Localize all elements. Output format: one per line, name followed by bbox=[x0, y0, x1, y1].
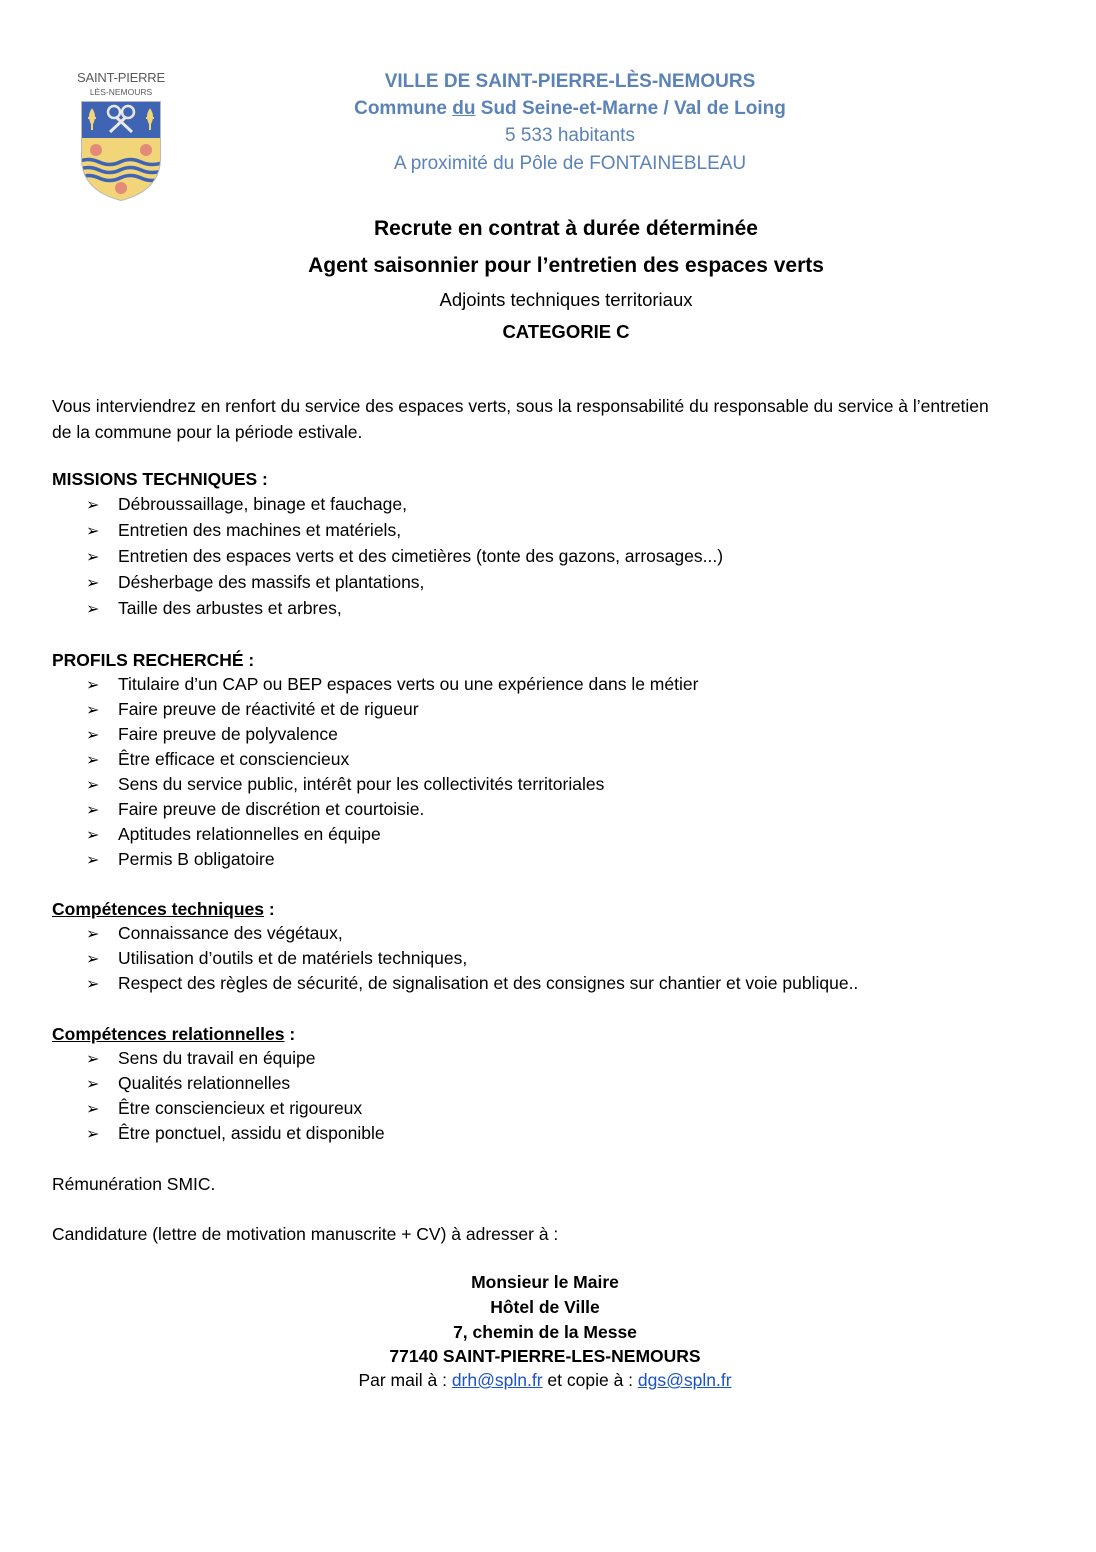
list-item: Titulaire d’un CAP ou BEP espaces verts ou une expérience dans le métier bbox=[118, 674, 699, 694]
title-grade: Adjoints techniques territoriaux bbox=[439, 289, 693, 310]
commune-du: du bbox=[452, 98, 476, 119]
competences-tech-title: Compétences techniques bbox=[52, 899, 264, 919]
competences-rel-title: Compétences relationnelles bbox=[52, 1024, 285, 1044]
arrowhead-bullet-icon: ➢ bbox=[86, 549, 100, 566]
list-item: Faire preuve de discrétion et courtoisie. bbox=[118, 799, 425, 819]
profils-heading: PROFILS RECHERCHÉ : bbox=[52, 650, 255, 670]
list-item: Débroussaillage, binage et fauchage, bbox=[118, 494, 407, 514]
arrowhead-bullet-icon: ➢ bbox=[86, 752, 100, 769]
arrowhead-bullet-icon: ➢ bbox=[86, 852, 100, 869]
candidature: Candidature (lettre de motivation manuscrite + CV) à adresser à : bbox=[52, 1224, 559, 1244]
population: 5 533 habitants bbox=[505, 125, 635, 146]
arrowhead-bullet-icon: ➢ bbox=[86, 523, 100, 540]
arrowhead-bullet-icon: ➢ bbox=[86, 777, 100, 794]
arrowhead-bullet-icon: ➢ bbox=[86, 827, 100, 844]
remuneration: Rémunération SMIC. bbox=[52, 1174, 216, 1194]
arrowhead-bullet-icon: ➢ bbox=[86, 727, 100, 744]
coat-of-arms-icon bbox=[78, 98, 164, 202]
list-item: Faire preuve de réactivité et de rigueur bbox=[118, 699, 419, 719]
town-name: VILLE DE SAINT-PIERRE-LÈS-NEMOURS bbox=[384, 71, 756, 92]
arrowhead-bullet-icon: ➢ bbox=[86, 497, 100, 514]
competences-tech-heading bbox=[52, 899, 275, 920]
arrowhead-bullet-icon: ➢ bbox=[86, 677, 100, 694]
title-category: CATEGORIE C bbox=[502, 321, 630, 342]
list-item: Utilisation d’outils et de matériels techniques, bbox=[118, 948, 468, 968]
list-item: Sens du travail en équipe bbox=[118, 1048, 316, 1068]
commune-post: Sud Seine-et-Marne / Val de Loing bbox=[475, 98, 786, 119]
list-item: Entretien des espaces verts et des cimetières (tonte des gazons, arrosages...) bbox=[118, 546, 724, 566]
competences-tech-suffix: : bbox=[264, 899, 275, 919]
arrowhead-bullet-icon: ➢ bbox=[86, 1076, 100, 1093]
arrowhead-bullet-icon: ➢ bbox=[86, 976, 100, 993]
list-item: Aptitudes relationnelles en équipe bbox=[118, 824, 381, 844]
address-mail-line bbox=[240, 1370, 850, 1391]
intro-line-2: de la commune pour la période estivale. bbox=[52, 422, 363, 442]
arrowhead-bullet-icon: ➢ bbox=[86, 575, 100, 592]
list-item: Taille des arbustes et arbres, bbox=[118, 598, 342, 618]
list-item: Permis B obligatoire bbox=[118, 849, 275, 869]
arrowhead-bullet-icon: ➢ bbox=[86, 702, 100, 719]
list-item: Respect des règles de sécurité, de signalisation et des consignes sur chantier et voie publique.. bbox=[118, 973, 859, 993]
list-item: Entretien des machines et matériels, bbox=[118, 520, 402, 540]
arrowhead-bullet-icon: ➢ bbox=[86, 926, 100, 943]
title-contract: Recrute en contrat à durée déterminée bbox=[374, 217, 758, 240]
address-city: 77140 SAINT-PIERRE-LES-NEMOURS bbox=[389, 1346, 701, 1366]
coat-of-arms-logo bbox=[76, 70, 166, 202]
address-recipient: Monsieur le Maire bbox=[471, 1272, 619, 1292]
arrowhead-bullet-icon: ➢ bbox=[86, 1126, 100, 1143]
title-position: Agent saisonnier pour l’entretien des espaces verts bbox=[308, 254, 824, 277]
proximity: A proximité du Pôle de FONTAINEBLEAU bbox=[393, 153, 747, 174]
logo-text-les-nemours: LÈS-NEMOURS bbox=[89, 87, 153, 97]
arrowhead-bullet-icon: ➢ bbox=[86, 951, 100, 968]
address-building: Hôtel de Ville bbox=[490, 1297, 600, 1317]
competences-rel-heading bbox=[52, 1024, 295, 1045]
commune-line bbox=[240, 98, 900, 120]
mail-middle: et copie à : bbox=[542, 1370, 638, 1390]
list-item: Être ponctuel, assidu et disponible bbox=[118, 1123, 385, 1143]
arrowhead-bullet-icon: ➢ bbox=[86, 601, 100, 618]
logo-text-saint-pierre: SAINT-PIERRE bbox=[77, 70, 165, 85]
arrowhead-bullet-icon: ➢ bbox=[86, 1051, 100, 1068]
mail-link-dgs[interactable]: dgs@spln.fr bbox=[637, 1370, 732, 1390]
mail-prefix: Par mail à : bbox=[358, 1370, 452, 1390]
arrowhead-bullet-icon: ➢ bbox=[86, 802, 100, 819]
list-item: Connaissance des végétaux, bbox=[118, 923, 343, 943]
address-street: 7, chemin de la Messe bbox=[453, 1322, 637, 1342]
missions-heading: MISSIONS TECHNIQUES : bbox=[52, 469, 268, 489]
arrowhead-bullet-icon: ➢ bbox=[86, 1101, 100, 1118]
commune-pre: Commune bbox=[354, 98, 453, 119]
list-item: Être consciencieux et rigoureux bbox=[118, 1098, 363, 1118]
list-item: Désherbage des massifs et plantations, bbox=[118, 572, 425, 592]
competences-rel-suffix: : bbox=[284, 1024, 296, 1044]
mail-link-drh[interactable]: drh@spln.fr bbox=[451, 1370, 543, 1390]
list-item: Être efficace et consciencieux bbox=[118, 749, 350, 769]
intro-line-1: Vous interviendrez en renfort du service des espaces verts, sous la responsabilité du responsable du service à l’entretien bbox=[52, 396, 989, 416]
list-item: Faire preuve de polyvalence bbox=[118, 724, 338, 744]
list-item: Sens du service public, intérêt pour les collectivités territoriales bbox=[118, 774, 605, 794]
list-item: Qualités relationnelles bbox=[118, 1073, 291, 1093]
